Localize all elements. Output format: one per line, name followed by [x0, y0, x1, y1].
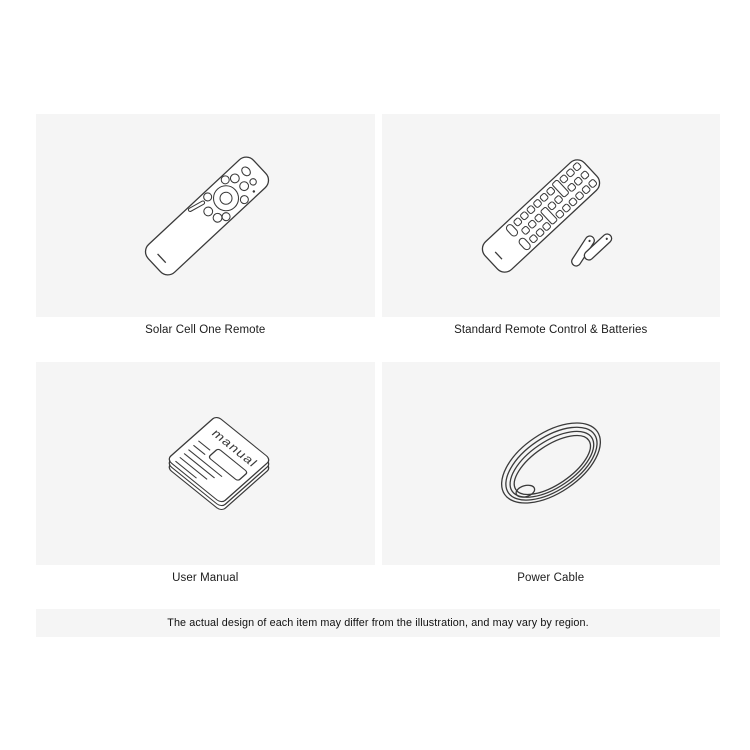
- manual-cover-text: manual: [209, 426, 261, 470]
- accessory-item-power-cable: [382, 362, 721, 610]
- accessory-label-user-manual: User Manual: [172, 572, 239, 584]
- accessories-grid: [36, 114, 720, 610]
- standard-remote-batteries-illustration: [431, 124, 671, 308]
- accessory-item-standard-remote: [382, 114, 721, 362]
- disclaimer-bar: [36, 609, 720, 637]
- disclaimer-text: The actual design of each item may differ from the illustration, and may vary by region.: [167, 617, 589, 629]
- accessory-thumbnail-user-manual: [36, 362, 375, 565]
- accessory-label-solar-remote: Solar Cell One Remote: [145, 324, 266, 336]
- solar-remote-illustration: [85, 124, 325, 308]
- accessory-thumbnail-power-cable: [382, 362, 721, 565]
- accessory-thumbnail-standard-remote: [382, 114, 721, 317]
- accessory-label-standard-remote: Standard Remote Control & Batteries: [454, 324, 648, 336]
- power-cable-illustration: [431, 372, 671, 556]
- accessory-item-solar-remote: [36, 114, 375, 362]
- accessory-label-power-cable: Power Cable: [517, 572, 585, 584]
- accessory-item-user-manual: [36, 362, 375, 610]
- accessory-thumbnail-solar-remote: [36, 114, 375, 317]
- user-manual-illustration: [85, 372, 325, 556]
